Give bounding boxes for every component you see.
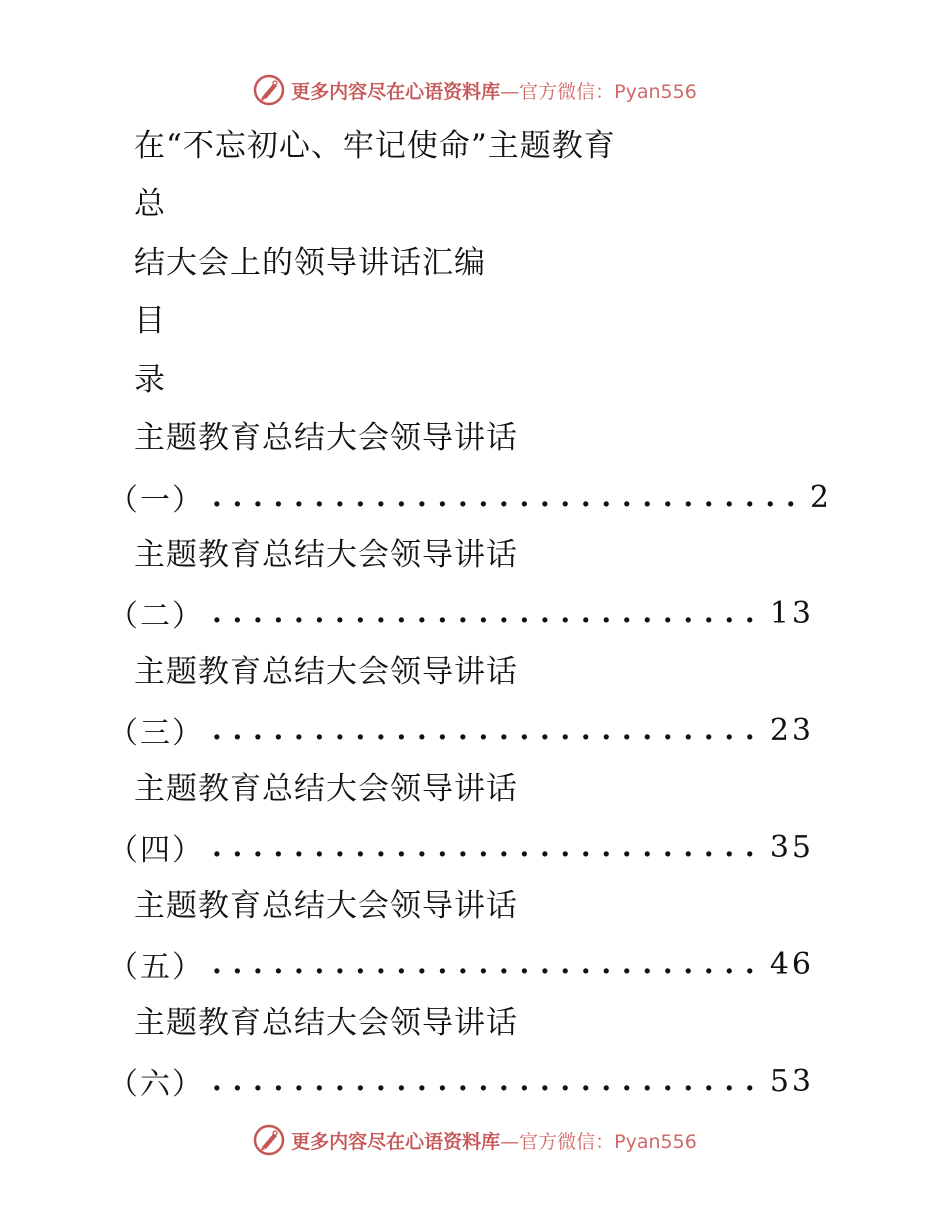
toc-entry-page-6: 53 xyxy=(769,1063,814,1099)
title-line-2: 总 xyxy=(134,186,166,222)
pen-nib-logo-icon xyxy=(253,74,285,106)
toc-entry-row-6[interactable] xyxy=(108,1061,814,1101)
toc-entry-title-1: 主题教育总结大会领导讲话 xyxy=(134,420,518,456)
toc-entry-number-6: （六） xyxy=(108,1067,204,1102)
toc-entry-page-3: 23 xyxy=(769,712,814,748)
toc-entry-page-1: 2 xyxy=(809,479,832,515)
dot-leader xyxy=(212,1061,766,1101)
toc-entry-row-4[interactable] xyxy=(108,827,814,867)
dot-leader xyxy=(212,593,766,633)
dot-leader xyxy=(212,477,806,517)
pen-nib-logo-icon xyxy=(253,1124,285,1156)
toc-entry-number-2: （二） xyxy=(108,599,204,634)
toc-entry-row-5[interactable] xyxy=(108,944,814,984)
toc-entry-number-4: （四） xyxy=(108,833,204,868)
toc-entry-number-5: （五） xyxy=(108,950,204,985)
toc-entry-row-3[interactable] xyxy=(108,710,814,750)
toc-entry-page-5: 46 xyxy=(769,946,814,982)
toc-entry-title-2: 主题教育总结大会领导讲话 xyxy=(134,537,518,573)
footer-banner xyxy=(0,1120,950,1160)
banner-text: 更多内容尽在心语资料库—官方微信：Pyan556 xyxy=(291,1130,697,1153)
dot-leader xyxy=(212,710,766,750)
toc-entry-title-6: 主题教育总结大会领导讲话 xyxy=(134,1005,518,1041)
toc-entry-title-3: 主题教育总结大会领导讲话 xyxy=(134,654,518,690)
toc-entry-title-5: 主题教育总结大会领导讲话 xyxy=(134,888,518,924)
title-line-1: 在“不忘初心、牢记使命”主题教育 xyxy=(134,128,616,164)
dot-leader xyxy=(212,827,766,867)
toc-entry-page-2: 13 xyxy=(769,595,814,631)
banner-text: 更多内容尽在心语资料库—官方微信：Pyan556 xyxy=(291,80,697,103)
toc-entry-page-4: 35 xyxy=(769,829,814,865)
dot-leader xyxy=(212,944,766,984)
toc-entry-row-1[interactable] xyxy=(108,477,832,517)
toc-heading-line-1: 目 xyxy=(134,303,166,339)
toc-entry-number-1: （一） xyxy=(108,483,204,518)
title-line-3: 结大会上的领导讲话汇编 xyxy=(134,245,486,281)
header-banner xyxy=(0,70,950,110)
toc-entry-title-4: 主题教育总结大会领导讲话 xyxy=(134,771,518,807)
toc-heading-line-2: 录 xyxy=(134,362,166,398)
toc-entry-row-2[interactable] xyxy=(108,593,814,633)
toc-entry-number-3: （三） xyxy=(108,716,204,751)
